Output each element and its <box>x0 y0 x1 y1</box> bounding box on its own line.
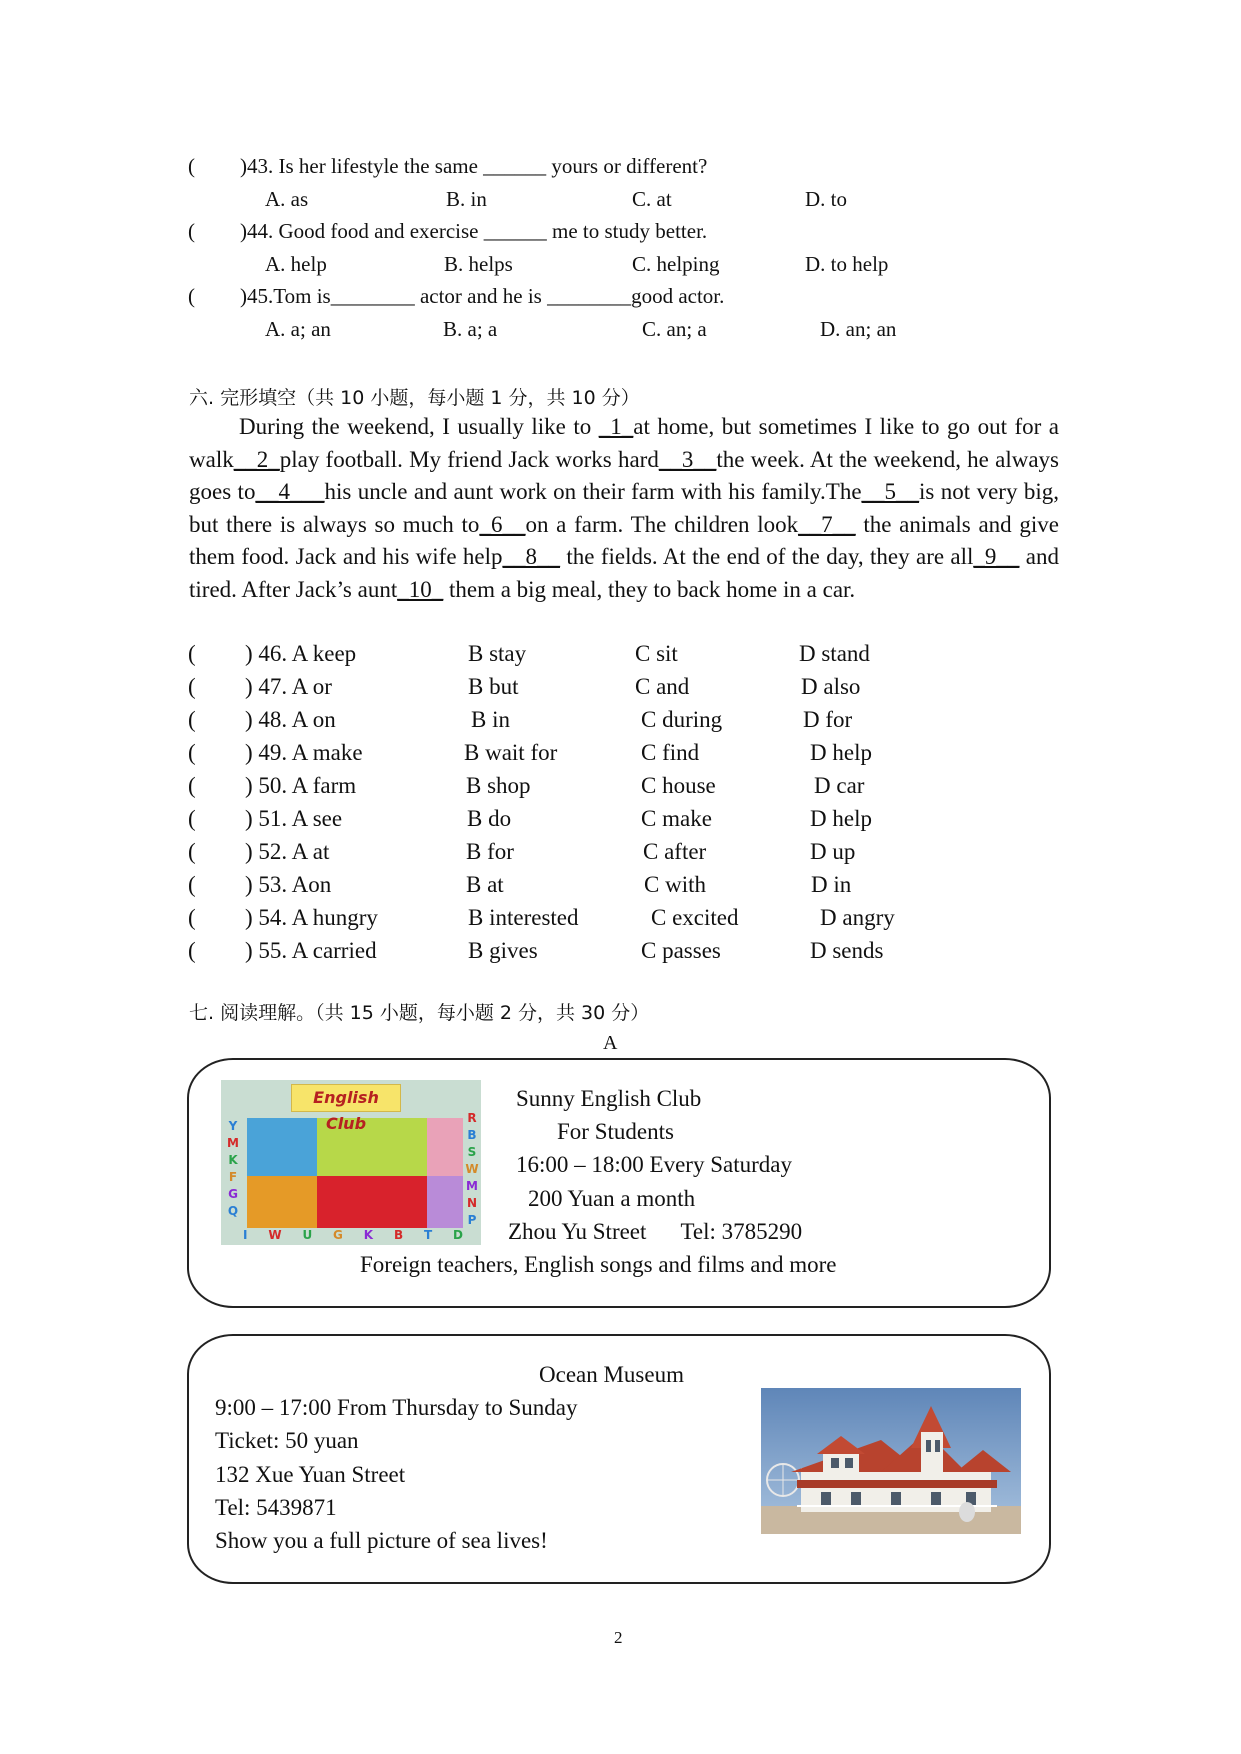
passage-blank-5: __5__ <box>861 479 920 504</box>
part-label-a: A <box>603 1032 618 1054</box>
cloze-row-48: ( <box>188 707 196 732</box>
cloze-q48-c: C during <box>641 707 723 732</box>
letter: M <box>227 1136 239 1150</box>
letter: W <box>268 1228 282 1242</box>
museum-building-image <box>761 1388 1021 1534</box>
passage-blank-9: _9__ <box>973 544 1020 569</box>
cloze-q49-a: ) 49. A make <box>245 740 363 765</box>
passage-text: them a big meal, they to back home in a car. <box>443 576 856 602</box>
panel-red <box>317 1176 427 1228</box>
letter: T <box>423 1228 433 1242</box>
cloze-q53-d: D in <box>811 872 852 897</box>
q45-option-d: D. an; an <box>820 317 897 341</box>
cloze-passage <box>189 411 1059 606</box>
cloze-q49-c: C find <box>641 740 700 765</box>
passage-blank-6: _6__ <box>479 511 526 537</box>
letter: G <box>228 1187 238 1201</box>
cloze-row-50: ( <box>188 773 196 798</box>
letter: B <box>467 1128 477 1142</box>
passage-text: During the weekend, I usually like to <box>239 414 599 439</box>
passage-text: the fields. At the end of the day, they are all <box>560 544 974 569</box>
museum-ticket: Ticket: 50 yuan <box>215 1428 359 1453</box>
q43-option-d: D. to <box>805 187 847 211</box>
cloze-q48-a: ) 48. A on <box>245 707 336 732</box>
cloze-q46-b: B stay <box>468 641 527 666</box>
passage-blank-1: _1_ <box>598 414 634 439</box>
letter: Q <box>227 1204 239 1218</box>
section6-title: 六. 完形填空（共 10 小题，每小题 1 分，共 10 分） <box>189 387 640 409</box>
cloze-q50-c: C house <box>641 773 716 798</box>
club-address: Zhou Yu Street Tel: 3785290 <box>508 1219 803 1244</box>
passage-text: the animals and give them food. Jack and his wife help <box>189 511 1059 569</box>
ocean-museum-ad <box>187 1334 1051 1584</box>
q43-option-b: B. in <box>446 187 487 211</box>
cloze-row-49: ( <box>188 740 196 765</box>
cloze-q49-d: D help <box>810 740 872 765</box>
panel-orange <box>247 1176 317 1228</box>
english-club-image <box>221 1080 481 1245</box>
q44-stem: )44. Good food and exercise ______ me to study better. <box>240 219 708 243</box>
page-number: 2 <box>614 1628 623 1647</box>
q45-option-c: C. an; a <box>642 317 707 341</box>
cloze-q50-a: ) 50. A farm <box>245 773 357 798</box>
passage-blank-4: __4___ <box>255 479 325 504</box>
cloze-row-54: ( <box>188 905 196 930</box>
cloze-q47-c: C and <box>635 674 690 699</box>
cloze-row-53: ( <box>188 872 196 897</box>
letter: F <box>228 1170 238 1184</box>
q44-option-b: B. helps <box>444 252 513 276</box>
passage-blank-2: __2_ <box>233 446 280 472</box>
q45-blank-1: ________ <box>330 284 415 308</box>
passage-text: is not very big, but there is always so much to <box>189 479 1059 537</box>
cloze-q46-a: ) 46. A keep <box>245 641 357 666</box>
cloze-row-51: ( <box>188 806 196 831</box>
cloze-row-47: ( <box>188 674 196 699</box>
right-letters <box>464 1110 480 1229</box>
club-name: Sunny English Club <box>516 1086 702 1111</box>
museum-address: 132 Xue Yuan Street <box>215 1462 406 1487</box>
cloze-q54-c: C excited <box>651 905 739 930</box>
letter: Y <box>228 1119 238 1133</box>
q43-option-c: C. at <box>632 187 672 211</box>
cloze-q54-b: B interested <box>468 905 579 930</box>
cloze-q47-b: B but <box>468 674 519 699</box>
letter: I <box>243 1228 248 1242</box>
museum-title: Ocean Museum <box>539 1362 684 1387</box>
cloze-q50-b: B shop <box>466 773 531 798</box>
cloze-q47-a: ) 47. A or <box>245 674 332 699</box>
cloze-q55-a: ) 55. A carried <box>245 938 377 963</box>
cloze-q51-a: ) 51. A see <box>245 806 343 831</box>
passage-text: and tired. After Jack’s aunt <box>189 544 1059 602</box>
q45-paren: ( <box>188 284 195 308</box>
letter: D <box>453 1228 463 1242</box>
cloze-q53-c: C with <box>644 872 706 897</box>
cloze-q55-c: C passes <box>641 938 721 963</box>
cloze-q48-b: B in <box>471 707 510 732</box>
cloze-q49-b: B wait for <box>464 740 558 765</box>
letter: S <box>467 1145 477 1159</box>
cloze-q46-c: C sit <box>635 641 678 666</box>
cloze-q53-b: B at <box>466 872 504 897</box>
cloze-q50-d: D car <box>814 773 865 798</box>
letter: N <box>466 1196 478 1210</box>
museum-phone: Tel: 5439871 <box>215 1495 337 1520</box>
cloze-q51-d: D help <box>810 806 872 831</box>
letter: M <box>466 1179 478 1193</box>
letter: P <box>467 1213 477 1227</box>
letter: G <box>333 1228 343 1242</box>
cloze-q55-d: D sends <box>810 938 884 963</box>
passage-blank-7: __7__ <box>798 511 856 537</box>
cloze-q54-a: ) 54. A hungry <box>245 905 378 930</box>
section7-title: 七. 阅读理解。（共 15 小题，每小题 2 分，共 30 分） <box>189 1002 650 1024</box>
museum-slogan: Show you a full picture of sea lives! <box>215 1528 548 1553</box>
q45-stem-a: )45.Tom is <box>240 284 331 308</box>
passage-text: the week. At the weekend, he always goes to <box>189 446 1059 504</box>
club-features: Foreign teachers, English songs and films and more <box>360 1252 837 1277</box>
cloze-q54-d: D angry <box>820 905 895 930</box>
cloze-row-46: ( <box>188 641 196 666</box>
panel-purple <box>427 1176 463 1228</box>
passage-blank-3: __3__ <box>658 446 717 472</box>
panel-pink <box>427 1118 463 1176</box>
q45-stem-b: actor and he is <box>414 284 548 308</box>
club-price: 200 Yuan a month <box>528 1186 696 1211</box>
cloze-q52-c: C after <box>643 839 707 864</box>
q44-option-a: A. help <box>265 252 327 276</box>
passage-text: at home, but sometimes I like to go out for a walk <box>189 414 1059 472</box>
passage-text: play football. My friend Jack works hard <box>279 446 659 472</box>
club-audience: For Students <box>557 1119 674 1144</box>
cloze-q55-b: B gives <box>468 938 538 963</box>
q45-stem <box>240 284 724 309</box>
cloze-q53-a: ) 53. Aon <box>245 872 332 897</box>
english-club-sign: English Club <box>291 1084 401 1112</box>
q45-blank-2: ________ <box>547 284 632 308</box>
cloze-q46-d: D stand <box>799 641 870 666</box>
letter: B <box>393 1228 404 1242</box>
club-time: 16:00 – 18:00 Every Saturday <box>516 1152 792 1177</box>
museum-hours: 9:00 – 17:00 From Thursday to Sunday <box>215 1395 578 1420</box>
cloze-row-52: ( <box>188 839 196 864</box>
passage-text: on a farm. The children look <box>525 511 799 537</box>
left-letters <box>225 1118 241 1220</box>
q45-stem-c: good actor. <box>631 284 725 308</box>
cloze-row-55: ( <box>188 938 196 963</box>
letter: U <box>302 1228 313 1242</box>
museum-photo <box>761 1388 1021 1534</box>
cloze-q51-c: C make <box>641 806 712 831</box>
q45-option-b: B. a; a <box>443 317 498 341</box>
cloze-q52-d: D up <box>810 839 856 864</box>
letter: W <box>465 1162 479 1176</box>
passage-blank-8: __8__ <box>502 544 560 569</box>
letter: R <box>467 1111 477 1125</box>
panel-blue <box>247 1118 317 1176</box>
cloze-q48-d: D for <box>803 707 853 732</box>
letter: K <box>363 1228 374 1242</box>
q44-option-d: D. to help <box>805 252 889 276</box>
q43-paren: ( <box>188 154 195 178</box>
cloze-q52-a: ) 52. A at <box>245 839 330 864</box>
letter: K <box>228 1153 238 1167</box>
bottom-letters <box>243 1228 463 1242</box>
passage-text: his uncle and aunt work on their farm with his family.The <box>324 479 862 504</box>
passage-blank-10: _10_ <box>397 576 444 602</box>
q43-option-a: A. as <box>265 187 309 211</box>
cloze-q52-b: B for <box>466 839 514 864</box>
q44-paren: ( <box>188 219 195 243</box>
q44-option-c: C. helping <box>632 252 720 276</box>
english-club-ad <box>187 1058 1051 1308</box>
cloze-q47-d: D also <box>801 674 861 699</box>
cloze-q51-b: B do <box>467 806 512 831</box>
q43-stem: )43. Is her lifestyle the same ______ yours or different? <box>240 154 708 178</box>
q45-option-a: A. a; an <box>265 317 331 341</box>
